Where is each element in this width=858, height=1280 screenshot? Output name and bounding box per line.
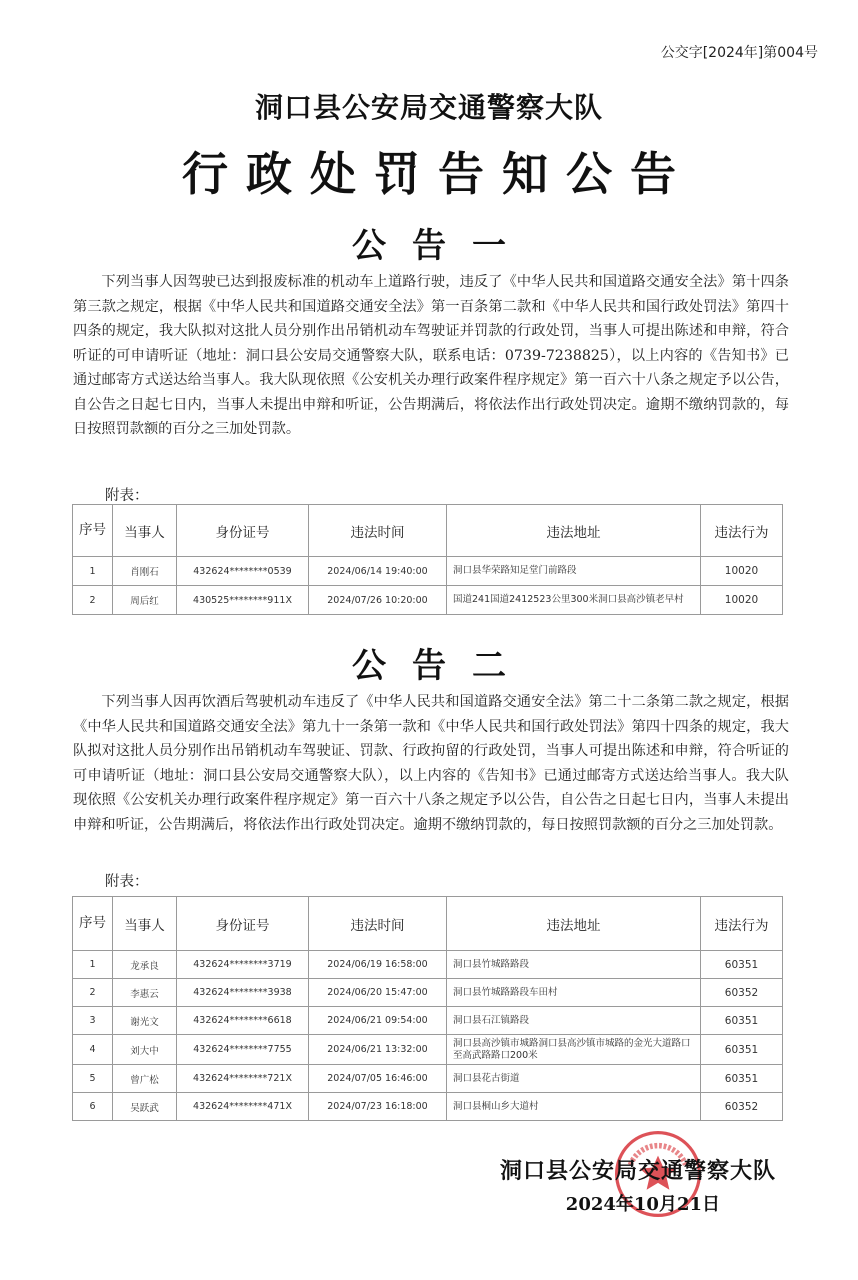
table-row	[73, 1007, 783, 1035]
header-id: 身份证号	[177, 897, 309, 951]
cell-time: 2024/07/26 10:20:00	[309, 586, 447, 615]
cell-time: 2024/06/21 09:54:00	[309, 1007, 447, 1035]
cell-seq: 5	[73, 1065, 113, 1093]
cell-address: 洞口县花古街道	[447, 1065, 701, 1093]
cell-seq: 3	[73, 1007, 113, 1035]
cell-code: 60352	[701, 979, 783, 1007]
section1-title: 公告一	[352, 226, 532, 266]
cell-time: 2024/06/21 13:32:00	[309, 1035, 447, 1065]
table-row	[73, 557, 783, 586]
cell-code: 10020	[701, 557, 783, 586]
cell-address: 洞口县桐山乡大道村	[447, 1093, 701, 1121]
cell-address: 洞口县竹城路路段	[447, 951, 701, 979]
cell-name: 周后红	[113, 586, 177, 615]
table-header-row	[73, 505, 783, 557]
cell-time: 2024/06/14 19:40:00	[309, 557, 447, 586]
cell-id: 432624********471X	[177, 1093, 309, 1121]
cell-time: 2024/06/20 15:47:00	[309, 979, 447, 1007]
cell-id: 432624********6618	[177, 1007, 309, 1035]
header-time: 违法时间	[309, 897, 447, 951]
table-row	[73, 1093, 783, 1121]
header-code: 违法行为	[701, 505, 783, 557]
cell-name: 谢光文	[113, 1007, 177, 1035]
cell-id: 432624********721X	[177, 1065, 309, 1093]
cell-code: 60351	[701, 1035, 783, 1065]
section1-body: 下列当事人因驾驶已达到报废标准的机动车上道路行驶，违反了《中华人民共和国道路交通安全法》第十四条第三款之规定，根据《中华人民共和国道路交通安全法》第一百条第二款和《中华人民共和国行政处罚法》第四十四条的规定，我大队拟对这批人员分别作出吊销机动车驾驶证并罚款的行政处罚，当事人可提出陈述和申辩，符合听证的可申请听证（地址：洞口县公安局交通警察大队，联系电话：0739-7238825），以上内容的《告知书》已通过邮寄方式送达给当事人。我大队现依照《公安机关办理行政案件程序规定》第一百六十八条之规定予以公告，自公告之日起七日内，当事人未提出申辩和听证，公告期满后，将依法作出行政处罚决定。逾期不缴纳罚款的，每日按照罚款额的百分之三加处罚款。	[73, 274, 789, 437]
cell-address: 洞口县高沙镇市城路洞口县高沙镇市城路的金光大道路口至高武路路口200米	[447, 1035, 701, 1065]
cell-id: 430525********911X	[177, 586, 309, 615]
cell-seq: 2	[73, 979, 113, 1007]
cell-seq: 6	[73, 1093, 113, 1121]
header-name: 当事人	[113, 897, 177, 951]
document-number: 公交字[2024年]第004号	[660, 45, 818, 61]
cell-code: 60351	[701, 951, 783, 979]
signature-agency: 洞口县公安局交通警察大队	[499, 1158, 776, 1184]
section2-annex-label: 附表：	[105, 874, 149, 890]
cell-address: 洞口县竹城路路段车田村	[447, 979, 701, 1007]
cell-id: 432624********7755	[177, 1035, 309, 1065]
cell-seq: 1	[73, 951, 113, 979]
header-seq: 序号	[73, 505, 113, 557]
header-time: 违法时间	[309, 505, 447, 557]
table-row	[73, 951, 783, 979]
cell-time: 2024/07/23 16:18:00	[309, 1093, 447, 1121]
cell-time: 2024/07/05 16:46:00	[309, 1065, 447, 1093]
cell-seq: 1	[73, 557, 113, 586]
agency-heading: 洞口县公安局交通警察大队	[254, 91, 603, 124]
cell-name: 曾广松	[113, 1065, 177, 1093]
section2-title: 公告二	[352, 646, 532, 686]
cell-id: 432624********3719	[177, 951, 309, 979]
cell-name: 肖刚石	[113, 557, 177, 586]
cell-address: 国道241国道2412523公里300米洞口县高沙镇老早村	[447, 586, 701, 615]
cell-code: 60351	[701, 1007, 783, 1035]
cell-id: 432624********3938	[177, 979, 309, 1007]
section1-table	[72, 504, 783, 615]
cell-id: 432624********0539	[177, 557, 309, 586]
section2-body: 下列当事人因再饮酒后驾驶机动车违反了《中华人民共和国道路交通安全法》第二十二条第二款之规定，根据《中华人民共和国道路交通安全法》第九十一条第一款和《中华人民共和国行政处罚法》第四十四条的规定，我大队拟对这批人员分别作出吊销机动车驾驶证、罚款、行政拘留的行政处罚，当事人可提出陈述和申辩，符合听证的可申请听证（地址：洞口县公安局交通警察大队），以上内容的《告知书》已通过邮寄方式送达给当事人。我大队现依照《公安机关办理行政案件程序规定》第一百六十八条之规定予以公告，自公告之日起七日内，当事人未提出申辩和听证，公告期满后，将依法作出行政处罚决定。逾期不缴纳罚款的，每日按照罚款额的百分之三加处罚款。	[73, 694, 789, 833]
cell-code: 10020	[701, 586, 783, 615]
cell-code: 60352	[701, 1093, 783, 1121]
cell-seq: 2	[73, 586, 113, 615]
cell-name: 刘大中	[113, 1035, 177, 1065]
cell-name: 李惠云	[113, 979, 177, 1007]
table-row	[73, 979, 783, 1007]
cell-time: 2024/06/19 16:58:00	[309, 951, 447, 979]
document-title: 行政处罚告知公告	[182, 147, 694, 201]
table-header-row	[73, 897, 783, 951]
header-seq: 序号	[73, 897, 113, 951]
cell-code: 60351	[701, 1065, 783, 1093]
header-name: 当事人	[113, 505, 177, 557]
table-row	[73, 586, 783, 615]
cell-name: 龙承良	[113, 951, 177, 979]
signature-date: 2024年10月21日	[565, 1194, 720, 1215]
cell-seq: 4	[73, 1035, 113, 1065]
table-row	[73, 1065, 783, 1093]
cell-address: 洞口县华荣路知足堂门前路段	[447, 557, 701, 586]
section1-annex-label: 附表：	[105, 488, 149, 504]
header-code: 违法行为	[701, 897, 783, 951]
section2-table	[72, 896, 783, 1121]
header-address: 违法地址	[447, 505, 701, 557]
header-id: 身份证号	[177, 505, 309, 557]
cell-address: 洞口县石江镇路段	[447, 1007, 701, 1035]
cell-name: 吴跃武	[113, 1093, 177, 1121]
table-row	[73, 1035, 783, 1065]
header-address: 违法地址	[447, 897, 701, 951]
